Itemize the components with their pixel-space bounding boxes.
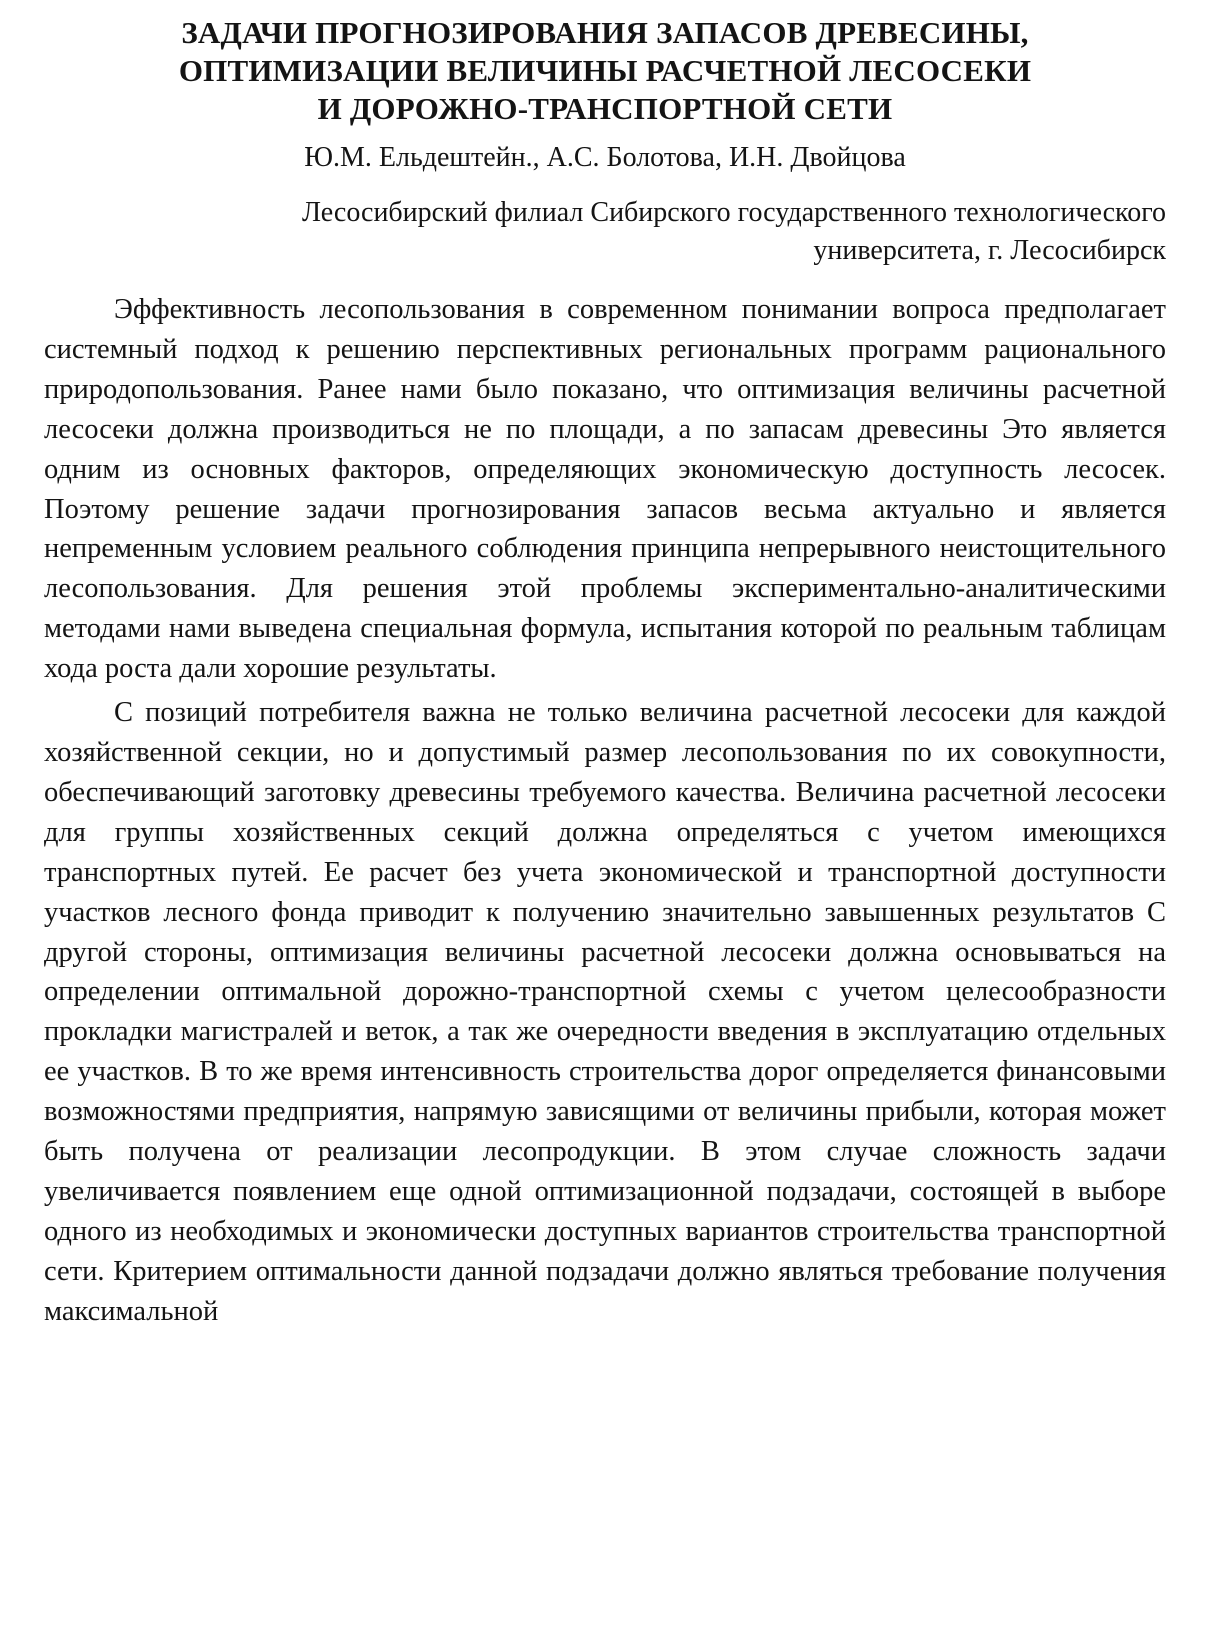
- title-line: ЗАДАЧИ ПРОГНОЗИРОВАНИЯ ЗАПАСОВ ДРЕВЕСИНЫ,: [181, 15, 1029, 50]
- article-authors: Ю.М. Ельдештейн., А.С. Болотова, И.Н. Двойцова: [304, 142, 906, 173]
- title-line: ОПТИМИЗАЦИИ ВЕЛИЧИНЫ РАСЧЕТНОЙ ЛЕСОСЕКИ: [178, 53, 1032, 88]
- article-body: [44, 290, 1166, 1332]
- affiliation-line: университета, г. Лесосибирск: [813, 235, 1166, 266]
- body-paragraph: Эффективность лесопользования в современном понимании вопроса предполагает системный подход к решению перспективных региональных программ рационального природопользования. Ранее нами было показано, что оптимизация величины расчетной лесосеки должна производиться не по площади, а по запасам древесины Это является одним из основных факторов, определяющих экономическую доступность лесосек. Поэтому решение задачи прогнозирования запасов весьма актуально и является непременным условием реального соблюдения принципа непрерывного неистощительного лесопользования. Для решения этой проблемы экспериментально-аналитическими методами нами выведена специальная формула, испытания которой по реальным таблицам хода роста дали хорошие результаты.: [44, 294, 1166, 685]
- affiliation-line: Лесосибирский филиал Сибирского государственного технологического: [301, 197, 1166, 228]
- document-page: [44, 14, 1166, 1332]
- title-line: И ДОРОЖНО-ТРАНСПОРТНОЙ СЕТИ: [317, 91, 893, 126]
- article-affiliation: [44, 194, 1166, 270]
- body-paragraph: С позиций потребителя важна не только величина расчетной лесосеки для каждой хозяйственной секции, но и допустимый размер лесопользования по их совокупности, обеспечивающий заготовку древесины требуемого качества. Величина расчетной лесосеки для группы хозяйственных секций должна определяться с учетом имеющихся транспортных путей. Ее расчет без учета экономической и транспортной доступности участков лесного фонда приводит к получению значительно завышенных результатов С другой стороны, оптимизация величины расчетной лесосеки должна основываться на определении оптимальной дорожно-транспортной схемы с учетом целесообразности прокладки магистралей и веток, а так же очередности введения в эксплуатацию отдельных ее участков. В то же время интенсивность строительства дорог определяется финансовыми возможностями предприятия, напрямую зависящими от величины прибыли, которая может быть получена от реализации лесопродукции. В этом случае сложность задачи увеличивается появлением еще одной оптимизационной подзадачи, состоящей в выборе одного из необходимых и экономически доступных вариантов строительства транспортной сети. Критерием оптимальности данной подзадачи должно являться требование получения максимальной: [44, 697, 1166, 1327]
- article-title: [44, 14, 1166, 128]
